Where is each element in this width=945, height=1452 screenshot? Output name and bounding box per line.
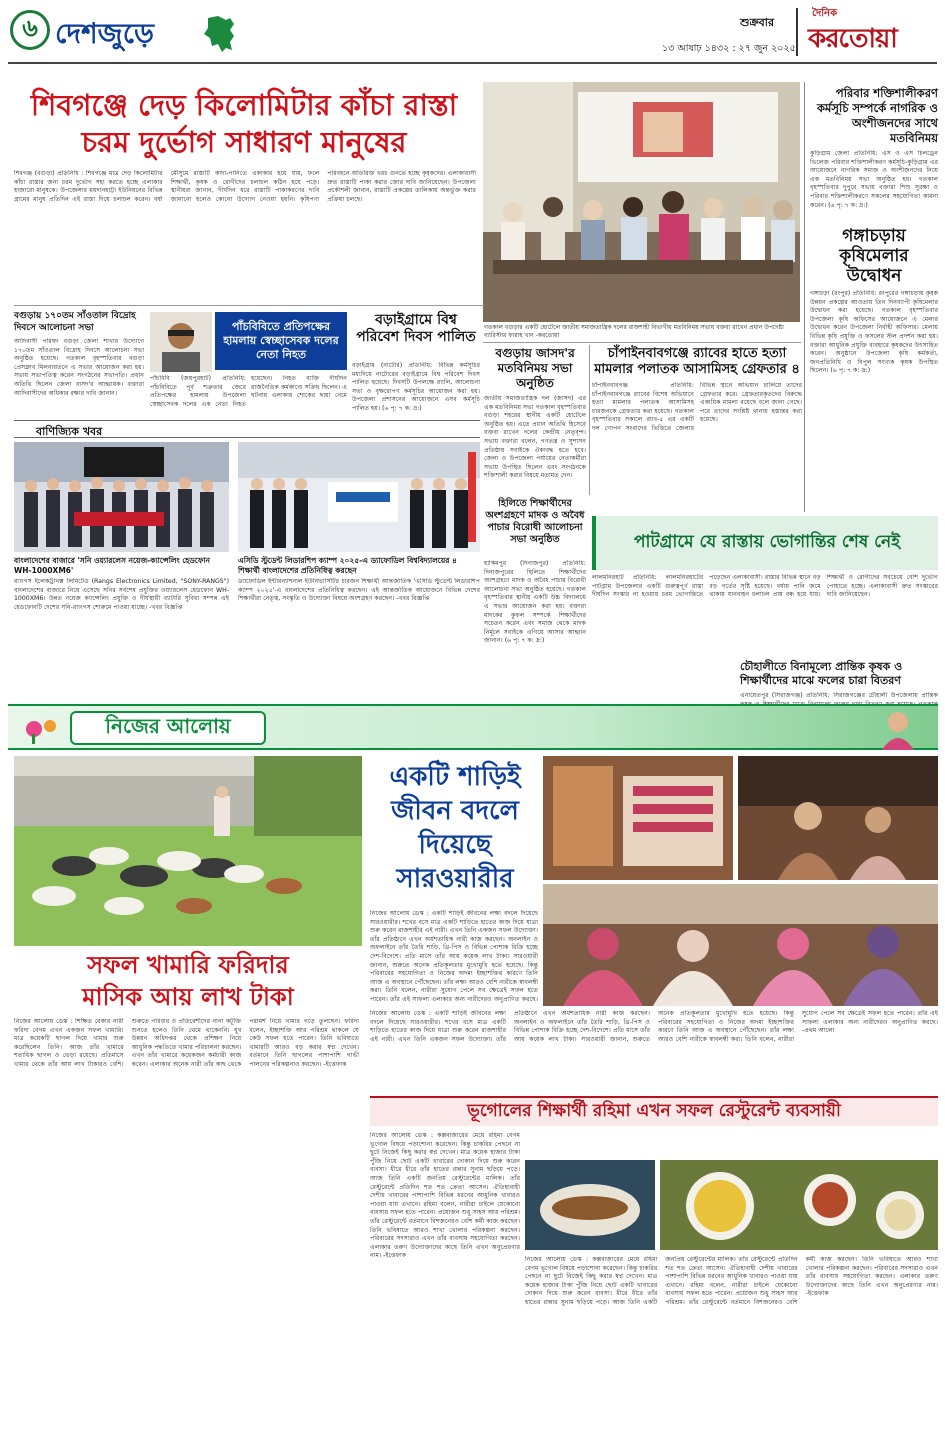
- patgram-headline-box: [592, 516, 938, 570]
- saree-photo-2: [738, 756, 938, 880]
- masthead-divider: [796, 8, 798, 56]
- meeting-photo-art: [483, 82, 800, 322]
- farida-headline-2: মাসিক আয় লাখ টাকা: [82, 983, 294, 1011]
- issue-day: শুক্রবার: [740, 16, 775, 29]
- own-light-title-box: [70, 711, 266, 745]
- farida-body: নিজের আলোয় ডেস্ক : শিক্ষিত বেকার নারী ফরিদা বেগম এখন একজন সফল খামারি। মাত্র কয়েকটি ছাগল দিয়ে খামার শুরু করেছিলেন তিনি। আজ তাঁর খামারে শতাধিক ছাগল ও ভেড়া রয়েছে। প্রতিমাসে খামার থেকে তাঁর আয় লাখ টাকারও বেশি। শুরুতে পরিবার ও প্রতিবেশীদের নানা কটূক্তি শুনতে হলেও তিনি থেমে থাকেননি। যুব উন্নয়ন অধিদপ্তর থেকে প্রশিক্ষণ নিয়ে আধুনিক পদ্ধতিতে খামার পরিচালনা করছেন। এখন তাঁর খামারে কয়েকজন কর্মচারী কাজ করেন। এলাকার অনেক নারী তাঁর কাছ থেকে পরামর্শ নিয়ে খামার গড়ে তুলছেন। ফরিদা বলেন, ইচ্ছাশক্তি আর পরিশ্রম থাকলে যে কেউ সফল হতে পারেন। তিনি ভবিষ্যতে খামারটি আরও বড় করার স্বপ্ন দেখেন। বর্তমানে তিনি ছাগলের পাশাপাশি গাভী পালনের পরিকল্পনাও করছেন। -ইত্তেফাক: [14, 1018, 359, 1068]
- jasad-headline: বগুড়ায় জাসদ'র মতবিনিময় সভা অনুষ্ঠিত: [495, 346, 575, 390]
- rule-mid-top: [483, 342, 801, 343]
- victim-portrait: [150, 312, 212, 372]
- farida-headline-1: সফল খামারি ফরিদার: [87, 951, 289, 979]
- saree-body-cont: নিজের আলোয় ডেস্ক : একটি শাড়িই জীবনের লক্ষ্য বদলে দিয়েছে সারওয়ারীর। শখের বসে মাত্র একটি শাড়িতে হাতের কাজ দিয়ে যাত্রা শুরু করেন রাজশাহীর এই নারী। এখন তিনি একজন সফল উদ্যোক্তা। তাঁর প্রতিষ্ঠানে এখন অর্ধশতাধিক নারী কাজ করছেন। অনলাইন ও অফলাইনে তাঁর তৈরি শাড়ি, থ্রি-পিস ও বিভিন্ন পোশাক বিক্রি হচ্ছে দেশ-বিদেশে। প্রতি মাসে তাঁর আয় কয়েক লাখ টাকা। সারওয়ারী জানান, শুরুতে অনেক প্রতিকূলতার মুখোমুখি হতে হয়েছে। কিন্তু পরিবারের সহযোগিতা ও নিজের অদম্য ইচ্ছাশক্তির কারণে তিনি আজ এ অবস্থানে পৌঁছেছেন। তাঁর লক্ষ্য আরও বেশি নারীকে স্বাবলম্বী করা। তিনি বলেন, নারীরা সুযোগ পেলে সব ক্ষেত্রেই সফল হতে পারেন। তাঁর এই সাফল্য এলাকার অন্য নারীদেরও অনুপ্রাণিত করছে। -প্রথম আলো: [370, 1010, 938, 1043]
- agri-fair-body: গঙ্গাচড়া (রংপুর) প্রতিনিধি: রংপুরের গঙ্গাচড়ায় কৃষক উন্নয়ন প্রকল্পের আওতায় তিন দিনব্যাপী কৃষিমেলার উদ্বোধন করা হয়েছে। গতকাল বৃহস্পতিবার উপজেলা কৃষি অফিসের আয়োজনে এ মেলার উদ্বোধন করেন উপজেলা নির্বাহী অফিসার। মেলায় বিভিন্ন কৃষি প্রযুক্তি ও ফসলের স্টল প্রদর্শন করা হয়। বক্তারা আধুনিক প্রযুক্তি ব্যবহারে কৃষকদের উৎসাহিত করেন। অনুষ্ঠানে উপজেলা কৃষি কর্মকর্তা, জনপ্রতিনিধি ও বিপুল সংখ্যক কৃষক উপস্থিত ছিলেন। (৬ পৃ: ৭ ক: দ্র:): [810, 290, 938, 375]
- rahima-body-cont: নিজের আলোয় ডেস্ক : কক্সবাজারের মেয়ে রহিমা বেগম ভূগোল বিষয়ে পড়াশোনা করেছেন। কিন্তু চাকরির পেছনে না ছুটে নিজেই কিছু করার স্বপ্ন দেখেন। মাত্র কয়েক হাজার টাকা পুঁজি নিয়ে ছোট একটি খাবারের দোকান দিয়ে শুরু করেন ব্যবসা। ধীরে ধীরে তাঁর হাতের রান্নার সুনাম ছড়িয়ে পড়ে। আজ তিনি একটি জনপ্রিয় রেস্টুরেন্টের মালিক। তাঁর রেস্টুরেন্টে প্রতিদিন শত শত ক্রেতা আসেন। ঐতিহ্যবাহী দেশীয় খাবারের পাশাপাশি বিভিন্ন ধরনের আধুনিক খাবারও পাওয়া যায় এখানে। রহিমা বলেন, নারীরা চাইলে যেকোনো ব্যবসায় সফল হতে পারেন। প্রয়োজন শুধু সাহস আর পরিশ্রম। তাঁর রেস্টুরেন্টে বর্তমানে বিশজনেরও বেশি কর্মী কাজ করছেন। তিনি ভবিষ্যতে আরও শাখা খোলার পরিকল্পনা করছেন। পরিবারের সদস্যরাও এখন তাঁর ব্যবসায় সহযোগিতা করছেন। এলাকার তরুণ উদ্যোক্তাদের কাছে তিনি এখন অনুপ্রেরণার নাম। -ইত্তেফাক: [525, 1256, 938, 1306]
- rule-mid-v: [589, 345, 590, 495]
- saree-photo-2-art: [738, 756, 938, 880]
- masthead-rule: [8, 62, 937, 64]
- restaurant-photo-1: [525, 1160, 655, 1250]
- sony-headline: বাংলাদেশের বাজারে 'সনি ওয়্যারলেস নয়েজ-ক্যান্সেলিং হেডফোন WH-1000XM6': [14, 556, 210, 575]
- attack-headline: পাঁচবিবিতে প্রতিপক্ষের হামলায় স্বেচ্ছাসেবক দলের নেতা নিহত: [223, 320, 339, 361]
- lead-headline-2: চরম দুর্ভোগ সাধারণ মানুষের: [81, 125, 407, 159]
- daffodil-headline: এসিডি স্টুডেন্ট লিডারশিপ ক্যাম্প ২০২৫-এ ড্যাফোডিল বিশ্ববিদ্যালয়ের ৪ শিক্ষার্থী বাংলাদেশের প্রতিনিধিত্ব করছেন: [238, 556, 457, 575]
- saree-photo-1: [543, 756, 733, 880]
- sony-body: র‍্যাংগস ইলেকট্রনিক্স লিমিটেড (Rangs Electronics Limited, "SONY-RANGS") বাংলাদেশের বাজারে নিয়ে এসেছে সনির সর্বশেষ প্রযুক্তির ওয়্যারলেস হেডফোন WH-1000XM6। উন্নত নয়েজ ক্যান্সেলিং প্রযুক্তি ও দীর্ঘস্থায়ী ব্যাটারি সুবিধা সম্পন্ন এই হেডফোনটি দেশের সনি-র‍্যাংগস শোরুমে পাওয়া যাচ্ছে। -খবর বিজ্ঞপ্তি: [14, 578, 229, 611]
- fruit-sapling-body: এনায়েতপুর (সিরাজগঞ্জ) প্রতিনিধি: সিরাজগঞ্জের চৌহালী উপজেলায় প্রান্তিক: [740, 692, 938, 699]
- daffodil-photo: [238, 442, 480, 552]
- santal-headline: বগুড়ায় ১৭০তম সাঁওতাল বিদ্রোহ দিবসে আলোচনা সভা: [14, 311, 136, 333]
- victim-portrait-art: [150, 312, 212, 372]
- own-light-title: নিজের আলোয়: [105, 713, 231, 738]
- goat-farm-art: [14, 756, 362, 946]
- attack-body: পাঁচবিবি (জয়পুরহাট) প্রতিনিধি: পাঁচবিবিতে পূর্ব শত্রুতার জেরে প্রতিপক্ষের হামলায় উপজেলা স্বেচ্ছাসেবক দলের এক নেতা নিহত হয়েছেন। নিহত ব্যক্তি দীর্ঘদিন রাজনৈতিক কর্মকাণ্ডে সক্রিয় ছিলেন। এ ঘটনায় এলাকায় শোকের ছায়া নেমে: [150, 375, 347, 408]
- saree-photo-1-art: [543, 756, 733, 880]
- masthead: [0, 0, 945, 64]
- right-column-divider: [804, 82, 805, 512]
- sony-launch-art: [14, 442, 229, 552]
- sony-launch-photo: [14, 442, 229, 552]
- rahima-headline-box: [370, 1096, 938, 1126]
- jasad-body: জাতীয় সমাজতান্ত্রিক দল (জাসদ) এর এক মতবিনিময় সভা গতকাল বৃহস্পতিবার বগুড়া শহরের স্থানীয় একটি হোটেলে অনুষ্ঠিত হয়। এতে প্রধান অতিথি হিসেবে বক্তব্য রাখেন দলের কেন্দ্রীয় নেতৃবৃন্দ। সভায় বক্তারা বলেন, গণতন্ত্র ও সুশাসন প্রতিষ্ঠায় সবাইকে ঐক্যবদ্ধ হতে হবে। জেলা ও উপজেলা পর্যায়ের নেতাকর্মীরা সভায় উপস্থিত ছিলেন এবং সংগঠনকে শক্তিশালী করার বিষয়ে মতামত দেন।: [484, 395, 586, 480]
- daffodil-body: ড্যাফোডিল ইন্টারন্যাশনাল ইউনিভার্সিটির চারজন শিক্ষার্থী আন্তর্জাতিক 'এসিডি স্টুডেন্ট লিডারশিপ ক্যাম্প ২০২৫'-এ বাংলাদেশের প্রতিনিধিত্ব করছেন। এই আন্তর্জাতিক আয়োজনে বিভিন্ন দেশের শিক্ষার্থীরা নেতৃত্ব, সংস্কৃতি ও উদ্যোক্তা বিষয়ে অংশগ্রহণ করছেন। -খবর বিজ্ঞপ্তি: [238, 578, 480, 603]
- patgram-headline: পাটগ্রামে যে রাস্তায় ভোগান্তির শেষ নেই: [633, 532, 901, 552]
- issue-date: ১৩ আষাঢ় ১৪৩২ : ২৭ জুন ২০২৫: [662, 43, 796, 54]
- fruit-sapling-headline: চৌহালীতে বিনামূল্যে প্রান্তিক কৃষক ও শিক্ষার্থীদের মাঝে ফলের চারা বিতরণ: [740, 660, 903, 687]
- bangladesh-map-icon: [200, 14, 240, 54]
- restaurant-photo-2: [660, 1160, 938, 1250]
- rule-left-1: [14, 305, 484, 306]
- restaurant-photo-2-art: [660, 1160, 938, 1250]
- rab-body: চাঁপাইনবাবগঞ্জ প্রতিনিধি: চাঁপাইনবাবগঞ্জে র‍্যাবের বিশেষ অভিযানে হত্যা মামলার পলাতক আসামিসহ চারজনকে গ্রেফতার করা হয়েছে। গতকাল বৃহস্পতিবার সকালে র‍্যাব-৫ এর একটি দল গোপন সংবাদের ভিত্তিতে জেলার বিভিন্ন স্থানে অভিযান চালিয়ে তাদের গ্রেফতার করে। গ্রেফতারকৃতদের বিরুদ্ধে একাধিক মামলা রয়েছে বলে জানা গেছে। পরে তাদের সংশ্লিষ্ট থানায় হস্তান্তর করা হয়েছে।: [592, 382, 802, 432]
- banner-woman-icon: [868, 708, 928, 750]
- own-light-banner: [8, 704, 938, 750]
- family-meeting-body: কুড়িগ্রাম জেলা প্রতিনিধি: এস ও এস চিলড্রেন ভিলেজ পরিবার শক্তিশালীকরণ কর্মসূচি-কুড়িগ্রাম এর আয়োজনে নাগরিক সমাজ ও অংশীজনদের নিয়ে এক মতবিনিময় সভা অনুষ্ঠিত হয়। গতকাল বৃহস্পতিবার দুপুরে সভায় বক্তারা শিশু সুরক্ষা ও পরিবার শক্তিশালীকরণে সকলের সহযোগিতা কামনা করেন। (৬ পৃ: ৭ ক: দ্র:): [810, 150, 938, 209]
- restaurant-photo-1-art: [525, 1160, 655, 1250]
- rahima-headline: ভূগোলের শিক্ষার্থী রহিমা এখন সফল রেস্টুরেন্ট ব্যবসায়ী: [467, 1101, 841, 1121]
- page-number-badge: [10, 10, 50, 50]
- env-day-body: বড়াইগ্রাম (নাটোর) প্রতিনিধি: বিভিন্ন কর্মসূচির মধ্যদিয়ে নাটোরের বড়াইগ্রামে বিশ্ব পরিবেশ দিবস পালিত হয়েছে। দিবসটি উপলক্ষে র‍্যালি, আলোচনা সভা ও বৃক্ষরোপণ কর্মসূচির আয়োজন করা হয়। উপজেলা প্রশাসনের আয়োজনে এসব কর্মসূচি পালিত হয়। (৬ পৃ: ৭ ক: দ্র:): [352, 362, 480, 412]
- rahima-body: নিজের আলোয় ডেস্ক : কক্সবাজারের মেয়ে রহিমা বেগম ভূগোল বিষয়ে পড়াশোনা করেছেন। কিন্তু চাকরির পেছনে না ছুটে নিজেই কিছু করার স্বপ্ন দেখেন। মাত্র কয়েক হাজার টাকা পুঁজি নিয়ে ছোট একটি খাবারের দোকান দিয়ে শুরু করেন ব্যবসা। ধীরে ধীরে তাঁর হাতের রান্নার সুনাম ছড়িয়ে পড়ে। আজ তিনি একটি জনপ্রিয় রেস্টুরেন্টের মালিক। তাঁর রেস্টুরেন্টে প্রতিদিন শত শত ক্রেতা আসেন। ঐতিহ্যবাহী দেশীয় খাবারের পাশাপাশি বিভিন্ন ধরনের আধুনিক খাবারও পাওয়া যায় এখানে। রহিমা বলেন, নারীরা চাইলে যেকোনো ব্যবসায় সফল হতে পারেন। প্রয়োজন শুধু সাহস আর পরিশ্রম। তাঁর রেস্টুরেন্টে বর্তমানে বিশজনেরও বেশি কর্মী কাজ করছেন। তিনি ভবিষ্যতে আরও শাখা খোলার পরিকল্পনা করছেন। পরিবারের সদস্যরাও এখন তাঁর ব্যবসায় সহযোগিতা করছেন। এলাকার তরুণ উদ্যোক্তাদের কাছে তিনি এখন অনুপ্রেরণার নাম। -ইত্তেফাক: [370, 1132, 520, 1260]
- saree-photo-3: [543, 884, 938, 1006]
- meeting-photo: [483, 82, 800, 322]
- lead-headline-1: শিবগঞ্জে দেড় কিলোমিটার কাঁচা রাস্তা: [30, 88, 458, 122]
- lead-body: শিবগঞ্জ (বগুড়া) প্রতিনিধি : শিবগঞ্জে মাত্র দেড় কিলোমিটার কাঁচা রাস্তার জন্য চরম দুর্ভোগ সহ্য করতে হচ্ছে এলাকার হাজারো মানুষকে। উপজেলার ময়দানহাট্টা ইউনিয়নের বিভিন্ন গ্রামের মানুষ প্রতিদিন এই রাস্তা দিয়ে চলাচল করেন। বর্ষা মৌসুমে রাস্তাটি কাদা-পানিতে একাকার হয়ে যায়, ফলে শিক্ষার্থী, কৃষক ও রোগীদের চলাচল কঠিন হয়ে পড়ে। স্থানীয়রা জানান, দীর্ঘদিন ধরে রাস্তাটি পাকাকরণের দাবি জানানো হলেও কোনো উদ্যোগ নেওয়া হয়নি। কৃষিপণ্য পরিবহনে অতিরিক্ত খরচ গুনতে হচ্ছে কৃষকদের। এলাকাবাসী দ্রুত রাস্তাটি পাকা করার জোর দাবি জানিয়েছেন। উপজেলা প্রকৌশলী জানান, রাস্তাটি প্রকল্পের তালিকায় অন্তর্ভুক্ত করার প্রক্রিয়া চলছে।: [14, 170, 476, 203]
- paper-prefix: দৈনিক: [812, 8, 838, 19]
- section-title: দেশজুড়ে: [55, 17, 154, 50]
- drug-headline: হিলিতে শিক্ষার্থীদের অংশগ্রহণে মাদক ও অবৈধ পাচার বিরোধী আলোচনা সভা অনুষ্ঠিত: [485, 498, 585, 545]
- goat-farm-photo: [14, 756, 362, 946]
- patgram-body: লালমনিরহাট প্রতিনিধি: লালমনিরহাটের পাটগ্রাম উপজেলার একটি গুরুত্বপূর্ণ রাস্তা দীর্ঘদিন সংস্কার না হওয়ায় চরম ভোগান্তিতে পড়েছেন এলাকাবাসী। রাস্তার বিভিন্ন স্থানে বড় বড় গর্তের সৃষ্টি হয়েছে। বর্ষায় পানি জমে থাকায় যানবাহন চলাচল প্রায় বন্ধ হয়ে যায়। শিক্ষার্থী ও রোগীদের সবচেয়ে বেশি দুর্ভোগ পোহাতে হচ্ছে। এলাকাবাসী দ্রুত সংস্কারের দাবি জানিয়েছেন।: [592, 574, 938, 599]
- rab-headline: চাঁপাইনবাবগঞ্জে র‍্যাবের হাতে হত্যা মামলার পলাতক আসামিসহ গ্রেফতার ৪: [594, 346, 800, 377]
- attack-headline-box: [215, 312, 347, 370]
- saree-body: নিজের আলোয় ডেস্ক : একটি শাড়িই জীবনের লক্ষ্য বদলে দিয়েছে সারওয়ারীর। শখের বসে মাত্র একটি শাড়িতে হাতের কাজ দিয়ে যাত্রা শুরু করেন রাজশাহীর এই নারী। এখন তিনি একজন সফল উদ্যোক্তা। তাঁর প্রতিষ্ঠানে এখন অর্ধশতাধিক নারী কাজ করছেন। অনলাইন ও অফলাইনে তাঁর তৈরি শাড়ি, থ্রি-পিস ও বিভিন্ন পোশাক বিক্রি হচ্ছে দেশ-বিদেশে। প্রতি মাসে তাঁর আয় কয়েক লাখ টাকা। সারওয়ারী জানান, শুরুতে অনেক প্রতিকূলতার মুখোমুখি হতে হয়েছে। কিন্তু পরিবারের সহযোগিতা ও নিজের অদম্য ইচ্ছাশক্তির কারণে তিনি আজ এ অবস্থানে পৌঁছেছেন। তাঁর লক্ষ্য আরও বেশি নারীকে স্বাবলম্বী করা। তিনি বলেন, নারীরা সুযোগ পেলে সব ক্ষেত্রেই সফল হতে পারেন। তাঁর এই সাফল্য এলাকার অন্য নারীদেরও অনুপ্রাণিত করছে।: [370, 910, 538, 1003]
- agri-fair-headline: গঙ্গাচড়ায় কৃষিমেলার উদ্বোধন: [839, 226, 909, 286]
- drug-body: হাকিমপুর (দিনাজপুর) প্রতিনিধি: দিনাজপুরের হিলিতে শিক্ষার্থীদের অংশগ্রহণে মাদক ও অবৈধ পাচার বিরোধী আলোচনা সভা অনুষ্ঠিত হয়েছে। গতকাল বৃহস্পতিবার স্থানীয় একটি উচ্চ বিদ্যালয়ে এ সভার আয়োজন করা হয়। বক্তারা মাদকের কুফল সম্পর্কে শিক্ষার্থীদের সচেতন করেন এবং সমাজ থেকে মাদক নির্মূলে সবাইকে এগিয়ে আসার আহ্বান জানান। (৬ পৃ: ৭ ক: দ্র:): [484, 560, 586, 645]
- saree-headline: একটি শাড়িই জীবন বদলে দিয়েছে সারওয়ারীর: [389, 762, 521, 894]
- page-number: ৬: [22, 13, 38, 42]
- commerce-label: বাণিজ্যিক খবর: [36, 425, 103, 438]
- family-meeting-headline: পরিবার শক্তিশালীকরণ কর্মসূচি সম্পর্কে নাগরিক ও অংশীজনদের সাথে মতবিনিময়: [817, 86, 938, 145]
- commerce-label-box: [14, 420, 480, 438]
- paper-name: করতোয়া: [808, 24, 897, 54]
- daffodil-art: [238, 442, 480, 552]
- saree-photo-3-art: [543, 884, 938, 1006]
- santal-body: আদিবাসী পরিষদ বগুড়া জেলা শাখার উদ্যোগে ১৭০তম সাঁওতাল বিদ্রোহ দিবসে আলোচনা সভা অনুষ্ঠিত হয়েছে। গতকাল বৃহস্পতিবার বগুড়া প্রেসক্লাব মিলনায়তনে এ সভার আয়োজন করা হয়। সভায় সভাপতিত্ব করেন সংগঠনের সভাপতি। প্রধান অতিথি ছিলেন জেলা বাসদ'র আহ্বায়ক। বক্তারা আদিবাসীদের অধিকার রক্ষার দাবি জানান।: [14, 338, 144, 397]
- flower-icon: [22, 714, 62, 744]
- meeting-photo-caption: গতকাল বগুড়ার একটি হোটেলে জাতীয় সমাজতান্ত্রিক দলের রাজশাহী বিভাগীয় মতবিনিময় সভায় বক্তব্য রাখেন প্রধান উপদেষ্টা ব্যারিস্টার ফারাহ খান -করতোয়া: [484, 324, 784, 339]
- env-day-headline: বড়াইগ্রামে বিশ্ব পরিবেশ দিবস পালিত: [356, 312, 476, 345]
